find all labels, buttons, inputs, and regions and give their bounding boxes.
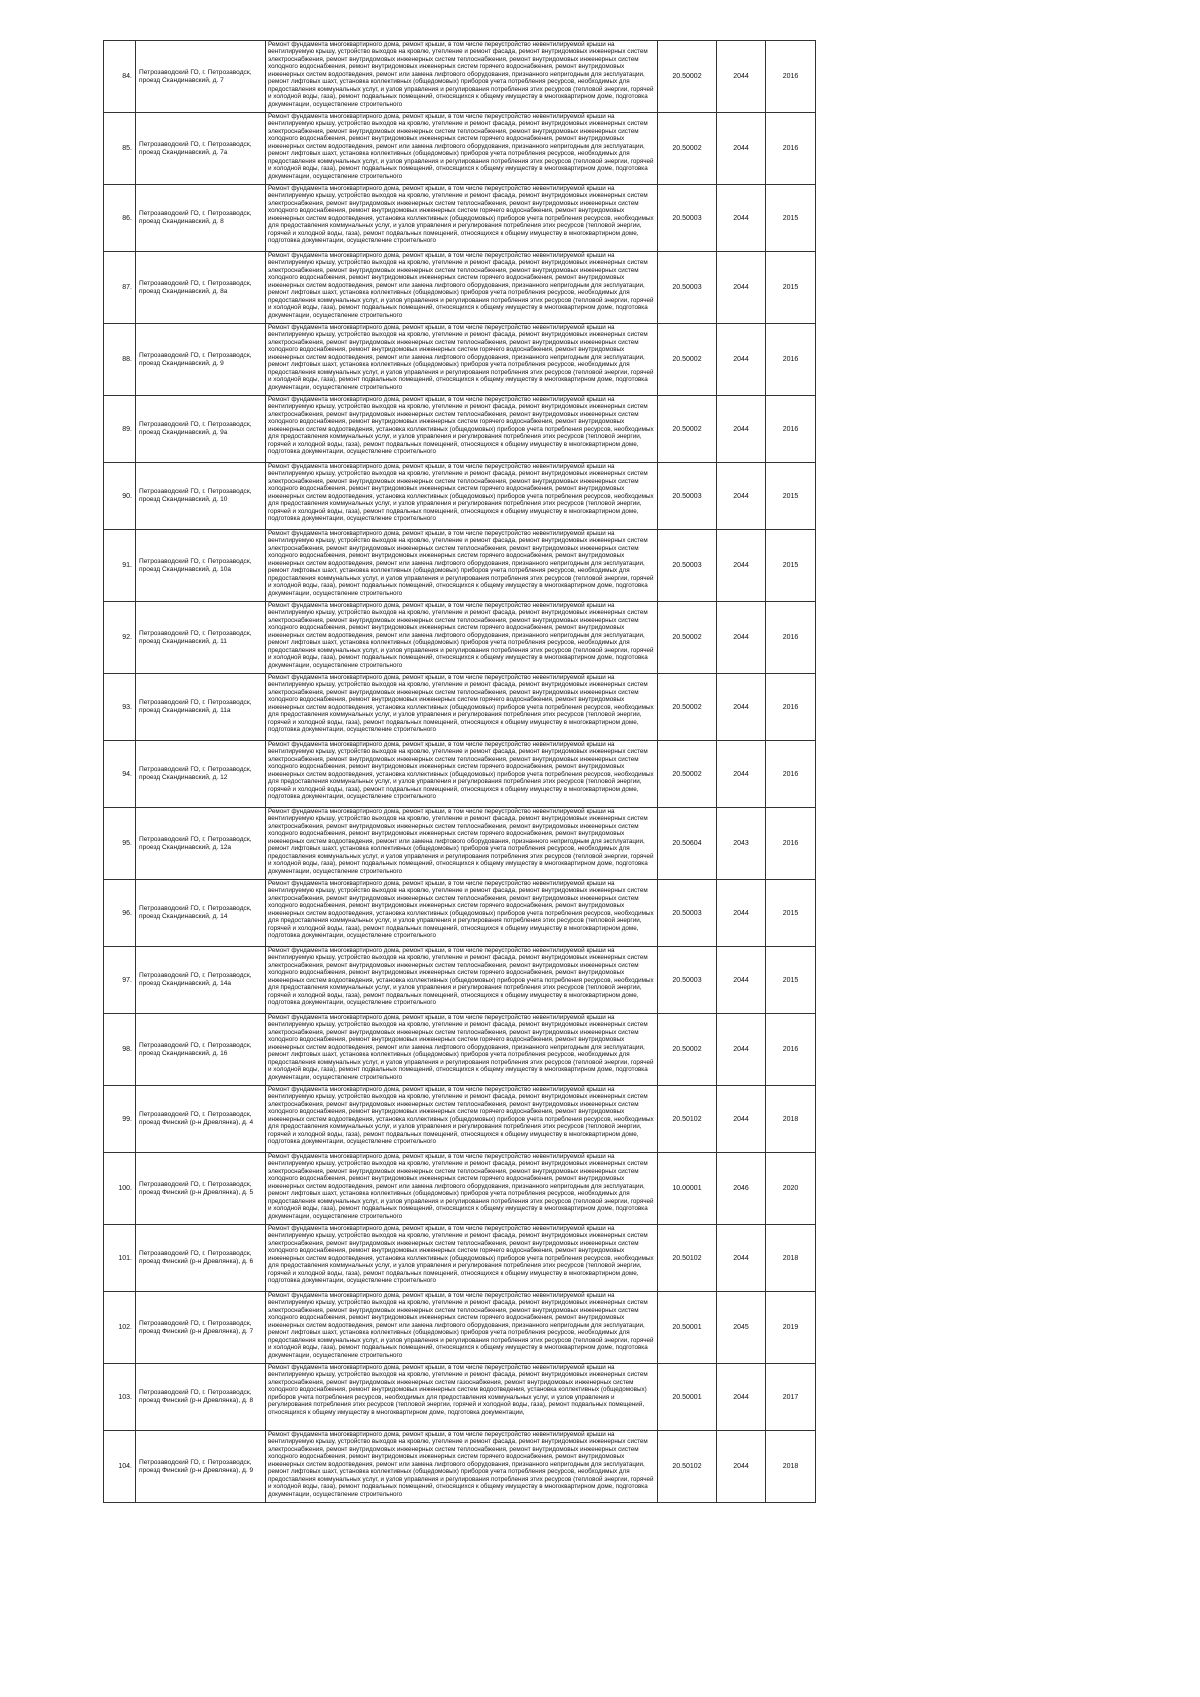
capital-repair-table (103, 40, 816, 1503)
year-start: 2017 (766, 1364, 816, 1431)
year-start: 2015 (766, 530, 816, 602)
house-address: Петрозаводский ГО, г. Петрозаводск, проезд Скандинавский, д. 7а (136, 113, 266, 185)
table-row (104, 463, 816, 530)
year-start: 2016 (766, 113, 816, 185)
house-address: Петрозаводский ГО, г. Петрозаводск, проезд Финский (р-н Древлянка), д. 7 (136, 1292, 266, 1364)
table-row (104, 396, 816, 463)
works-description (266, 1086, 658, 1153)
works-text: Ремонт фундамента многоквартирного дома, ремонт крыши, в том числе переустройство невентилируемой крыши на вентилируемую крышу, устройство выходов на кровлю, утепление и ремонт фасада, ремонт внутридомовых инженерных систем электроснабжения, ремонт внутридомовых инженерных систем теплоснабжения, ремонт внутридомовых инженерных систем холодного водоснабжения, ремонт внутридомовых инженерных систем горячего водоснабжения, ремонт внутридомовых инженерных систем водоотведения, ремонт или замена лифтового оборудования, признанного непригодным для эксплуатации, ремонт лифтовых шахт, установка коллективных (общедомовых) приборов учета потребления ресурсов, необходимых для предоставления коммунальных услуг, и узлов управления и регулирования потребления этих ресурсов (тепловой энергии, горячей и холодной воды, газа), ремонт подвальных помещений, относящихся к общему имуществу в многоквартирном доме, подготовка документации, осуществление строительного (268, 113, 654, 180)
table-row (104, 1014, 816, 1086)
house-code: 20.50001 (658, 1292, 717, 1364)
house-address: Петрозаводский ГО, г. Петрозаводск, проезд Скандинавский, д. 9а (136, 396, 266, 463)
table-row (104, 1153, 816, 1225)
table-row (104, 1086, 816, 1153)
works-description (266, 113, 658, 185)
works-description (266, 741, 658, 808)
works-description (266, 1364, 658, 1431)
year-start: 2016 (766, 808, 816, 880)
works-description (266, 1153, 658, 1225)
house-address: Петрозаводский ГО, г. Петрозаводск, проезд Скандинавский, д. 10 (136, 463, 266, 530)
house-code: 20.50003 (658, 252, 717, 324)
table-row (104, 602, 816, 674)
table-row (104, 252, 816, 324)
house-code: 20.50002 (658, 1014, 717, 1086)
table-row (104, 947, 816, 1014)
works-text: Ремонт фундамента многоквартирного дома, ремонт крыши, в том числе переустройство невентилируемой крыши на вентилируемую крышу, устройство выходов на кровлю, утепление и ремонт фасада, ремонт внутридомовых инженерных систем электроснабжения, ремонт внутридомовых инженерных систем теплоснабжения, ремонт внутридомовых инженерных систем холодного водоснабжения, ремонт внутридомовых инженерных систем горячего водоснабжения, ремонт внутридомовых инженерных систем водоотведения, установка коллективных (общедомовых) приборов учета потребления ресурсов, необходимых для предоставления коммунальных услуг, и узлов управления и регулирования потребления этих ресурсов (тепловой энергии, горячей и холодной воды, газа), ремонт подвальных помещений, относящихся к общему имуществу в многоквартирном доме, подготовка документации, осуществление строительного (268, 463, 654, 523)
year-end: 2044 (717, 252, 766, 324)
year-end: 2044 (717, 463, 766, 530)
year-start: 2018 (766, 1086, 816, 1153)
year-end: 2044 (717, 530, 766, 602)
row-number: 101. (104, 1225, 136, 1292)
year-start: 2016 (766, 674, 816, 741)
year-start: 2018 (766, 1431, 816, 1503)
works-text: Ремонт фундамента многоквартирного дома, ремонт крыши, в том числе переустройство невентилируемой крыши на вентилируемую крышу, устройство выходов на кровлю, утепление и ремонт фасада, ремонт внутридомовых инженерных систем электроснабжения, ремонт внутридомовых инженерных систем теплоснабжения, ремонт внутридомовых инженерных систем холодного водоснабжения, ремонт внутридомовых инженерных систем горячего водоснабжения, ремонт внутридомовых инженерных систем водоотведения, ремонт или замена лифтового оборудования, признанного непригодным для эксплуатации, ремонт лифтовых шахт, установка коллективных (общедомовых) приборов учета потребления ресурсов, необходимых для предоставления коммунальных услуг, и узлов управления и регулирования потребления этих ресурсов (тепловой энергии, горячей и холодной воды, газа), ремонт подвальных помещений, относящихся к общему имуществу в многоквартирном доме, подготовка документации, осуществление строительного (268, 1153, 654, 1220)
house-code: 20.50002 (658, 324, 717, 396)
year-start: 2016 (766, 1014, 816, 1086)
row-number: 85. (104, 113, 136, 185)
works-text: Ремонт фундамента многоквартирного дома, ремонт крыши, в том числе переустройство невентилируемой крыши на вентилируемую крышу, устройство выходов на кровлю, утепление и ремонт фасада, ремонт внутридомовых инженерных систем электроснабжения, ремонт внутридомовых инженерных систем теплоснабжения, ремонт внутридомовых инженерных систем холодного водоснабжения, ремонт внутридомовых инженерных систем горячего водоснабжения, ремонт внутридомовых инженерных систем водоотведения, ремонт или замена лифтового оборудования, признанного непригодным для эксплуатации, ремонт лифтовых шахт, установка коллективных (общедомовых) приборов учета потребления ресурсов, необходимых для предоставления коммунальных услуг, и узлов управления и регулирования потребления этих ресурсов (тепловой энергии, горячей и холодной воды, газа), ремонт подвальных помещений, относящихся к общему имуществу в многоквартирном доме, подготовка документации, осуществление строительного (268, 1431, 654, 1498)
works-description (266, 808, 658, 880)
house-code: 20.50102 (658, 1225, 717, 1292)
row-number: 97. (104, 947, 136, 1014)
year-end: 2044 (717, 1431, 766, 1503)
row-number: 90. (104, 463, 136, 530)
year-end: 2044 (717, 185, 766, 252)
row-number: 88. (104, 324, 136, 396)
table-row (104, 741, 816, 808)
year-end: 2044 (717, 41, 766, 113)
house-address: Петрозаводский ГО, г. Петрозаводск, проезд Скандинавский, д. 10а (136, 530, 266, 602)
house-code: 20.50102 (658, 1086, 717, 1153)
table-row (104, 674, 816, 741)
works-description (266, 1225, 658, 1292)
works-description (266, 1014, 658, 1086)
works-description (266, 880, 658, 947)
year-end: 2044 (717, 113, 766, 185)
table-row (104, 41, 816, 113)
year-start: 2020 (766, 1153, 816, 1225)
row-number: 104. (104, 1431, 136, 1503)
house-code: 20.50002 (658, 41, 717, 113)
works-text: Ремонт фундамента многоквартирного дома, ремонт крыши, в том числе переустройство невентилируемой крыши на вентилируемую крышу, устройство выходов на кровлю, утепление и ремонт фасада, ремонт внутридомовых инженерных систем электроснабжения, ремонт внутридомовых инженерных систем теплоснабжения, ремонт внутридомовых инженерных систем холодного водоснабжения, ремонт внутридомовых инженерных систем горячего водоснабжения, ремонт внутридомовых инженерных систем водоотведения, установка коллективных (общедомовых) приборов учета потребления ресурсов, необходимых для предоставления коммунальных услуг, и узлов управления и регулирования потребления этих ресурсов (тепловой энергии, горячей и холодной воды, газа), ремонт подвальных помещений, относящихся к общему имуществу в многоквартирном доме, подготовка документации, осуществление строительного (268, 185, 654, 245)
row-number: 89. (104, 396, 136, 463)
works-text: Ремонт фундамента многоквартирного дома, ремонт крыши, в том числе переустройство невентилируемой крыши на вентилируемую крышу, устройство выходов на кровлю, утепление и ремонт фасада, ремонт внутридомовых инженерных систем электроснабжения, ремонт внутридомовых инженерных систем теплоснабжения, ремонт внутридомовых инженерных систем холодного водоснабжения, ремонт внутридомовых инженерных систем горячего водоснабжения, ремонт внутридомовых инженерных систем водоотведения, ремонт или замена лифтового оборудования, признанного непригодным для эксплуатации, ремонт лифтовых шахт, установка коллективных (общедомовых) приборов учета потребления ресурсов, необходимых для предоставления коммунальных услуг, и узлов управления и регулирования потребления этих ресурсов (тепловой энергии, горячей и холодной воды, газа), ремонт подвальных помещений, относящихся к общему имуществу в многоквартирном доме, подготовка документации, осуществление строительного (268, 808, 654, 875)
works-text: Ремонт фундамента многоквартирного дома, ремонт крыши, в том числе переустройство невентилируемой крыши на вентилируемую крышу, устройство выходов на кровлю, утепление и ремонт фасада, ремонт внутридомовых инженерных систем электроснабжения, ремонт внутридомовых инженерных систем теплоснабжения, ремонт внутридомовых инженерных систем холодного водоснабжения, ремонт внутридомовых инженерных систем горячего водоснабжения, ремонт внутридомовых инженерных систем водоотведения, установка коллективных (общедомовых) приборов учета потребления ресурсов, необходимых для предоставления коммунальных услуг, и узлов управления и регулирования потребления этих ресурсов (тепловой энергии, горячей и холодной воды, газа), ремонт подвальных помещений, относящихся к общему имуществу в многоквартирном доме, подготовка документации, осуществление строительного (268, 674, 654, 734)
house-code: 20.50001 (658, 1364, 717, 1431)
table-row (104, 113, 816, 185)
table-row (104, 324, 816, 396)
works-text: Ремонт фундамента многоквартирного дома, ремонт крыши, в том числе переустройство невентилируемой крыши на вентилируемую крышу, устройство выходов на кровлю, утепление и ремонт фасада, ремонт внутридомовых инженерных систем электроснабжения, ремонт внутридомовых инженерных систем теплоснабжения, ремонт внутридомовых инженерных систем холодного водоснабжения, ремонт внутридомовых инженерных систем горячего водоснабжения, ремонт внутридомовых инженерных систем водоотведения, ремонт или замена лифтового оборудования, признанного непригодным для эксплуатации, ремонт лифтовых шахт, установка коллективных (общедомовых) приборов учета потребления ресурсов, необходимых для предоставления коммунальных услуг, и узлов управления и регулирования потребления этих ресурсов (тепловой энергии, горячей и холодной воды, газа), ремонт подвальных помещений, относящихся к общему имуществу в многоквартирном доме, подготовка документации, осуществление строительного (268, 41, 654, 108)
house-code: 20.50002 (658, 741, 717, 808)
works-text: Ремонт фундамента многоквартирного дома, ремонт крыши, в том числе переустройство невентилируемой крыши на вентилируемую крышу, устройство выходов на кровлю, утепление и ремонт фасада, ремонт внутридомовых инженерных систем электроснабжения, ремонт внутридомовых инженерных систем теплоснабжения, ремонт внутридомовых инженерных систем холодного водоснабжения, ремонт внутридомовых инженерных систем горячего водоснабжения, ремонт внутридомовых инженерных систем водоотведения, ремонт или замена лифтового оборудования, признанного непригодным для эксплуатации, ремонт лифтовых шахт, установка коллективных (общедомовых) приборов учета потребления ресурсов, необходимых для предоставления коммунальных услуг, и узлов управления и регулирования потребления этих ресурсов (тепловой энергии, горячей и холодной воды, газа), ремонт подвальных помещений, относящихся к общему имуществу в многоквартирном доме, подготовка документации, осуществление строительного (268, 602, 654, 669)
house-code: 20.50003 (658, 947, 717, 1014)
year-start: 2016 (766, 324, 816, 396)
year-end: 2043 (717, 808, 766, 880)
year-start: 2015 (766, 252, 816, 324)
house-code: 20.50002 (658, 674, 717, 741)
house-code: 20.50003 (658, 530, 717, 602)
row-number: 84. (104, 41, 136, 113)
row-number: 95. (104, 808, 136, 880)
year-end: 2044 (717, 396, 766, 463)
year-end: 2044 (717, 741, 766, 808)
house-address: Петрозаводский ГО, г. Петрозаводск, проезд Скандинавский, д. 14 (136, 880, 266, 947)
works-description (266, 324, 658, 396)
works-description (266, 41, 658, 113)
year-end: 2044 (717, 1225, 766, 1292)
table-row (104, 1431, 816, 1503)
house-address: Петрозаводский ГО, г. Петрозаводск, проезд Скандинавский, д. 16 (136, 1014, 266, 1086)
row-number: 99. (104, 1086, 136, 1153)
house-address: Петрозаводский ГО, г. Петрозаводск, проезд Скандинавский, д. 9 (136, 324, 266, 396)
year-end: 2044 (717, 674, 766, 741)
table-row (104, 808, 816, 880)
house-code: 20.50102 (658, 1431, 717, 1503)
house-address: Петрозаводский ГО, г. Петрозаводск, проезд Финский (р-н Древлянка), д. 9 (136, 1431, 266, 1503)
year-start: 2016 (766, 41, 816, 113)
year-start: 2019 (766, 1292, 816, 1364)
row-number: 96. (104, 880, 136, 947)
works-text: Ремонт фундамента многоквартирного дома, ремонт крыши, в том числе переустройство невентилируемой крыши на вентилируемую крышу, устройство выходов на кровлю, утепление и ремонт фасада, ремонт внутридомовых инженерных систем электроснабжения, ремонт внутридомовых инженерных систем газоснабжения, ремонт внутридомовых инженерных систем холодного водоснабжения, ремонт внутридомовых инженерных систем водоотведения, установка коллективных (общедомовых) приборов учета потребления ресурсов, необходимых для предоставления коммунальных услуг, и узлов управления и регулирования потребления этих ресурсов (тепловой энергии, горячей и холодной воды, газа), ремонт подвальных помещений, относящихся к общему имуществу в многоквартирном доме, подготовка документации, (268, 1364, 648, 1416)
table-row (104, 185, 816, 252)
table-row (104, 1225, 816, 1292)
works-text: Ремонт фундамента многоквартирного дома, ремонт крыши, в том числе переустройство невентилируемой крыши на вентилируемую крышу, устройство выходов на кровлю, утепление и ремонт фасада, ремонт внутридомовых инженерных систем электроснабжения, ремонт внутридомовых инженерных систем теплоснабжения, ремонт внутридомовых инженерных систем холодного водоснабжения, ремонт внутридомовых инженерных систем горячего водоснабжения, ремонт внутридомовых инженерных систем водоотведения, установка коллективных (общедомовых) приборов учета потребления ресурсов, необходимых для предоставления коммунальных услуг, и узлов управления и регулирования потребления этих ресурсов (тепловой энергии, горячей и холодной воды, газа), ремонт подвальных помещений, относящихся к общему имуществу в многоквартирном доме, подготовка документации, осуществление строительного (268, 1086, 654, 1146)
house-address: Петрозаводский ГО, г. Петрозаводск, проезд Скандинавский, д. 14а (136, 947, 266, 1014)
year-start: 2018 (766, 1225, 816, 1292)
house-code: 20.50003 (658, 880, 717, 947)
house-code: 20.50003 (658, 185, 717, 252)
works-text: Ремонт фундамента многоквартирного дома, ремонт крыши, в том числе переустройство невентилируемой крыши на вентилируемую крышу, устройство выходов на кровлю, утепление и ремонт фасада, ремонт внутридомовых инженерных систем электроснабжения, ремонт внутридомовых инженерных систем теплоснабжения, ремонт внутридомовых инженерных систем холодного водоснабжения, ремонт внутридомовых инженерных систем горячего водоснабжения, ремонт внутридомовых инженерных систем водоотведения, ремонт или замена лифтового оборудования, признанного непригодным для эксплуатации, ремонт лифтовых шахт, установка коллективных (общедомовых) приборов учета потребления ресурсов, необходимых для предоставления коммунальных услуг, и узлов управления и регулирования потребления этих ресурсов (тепловой энергии, горячей и холодной воды, газа), ремонт подвальных помещений, относящихся к общему имуществу в многоквартирном доме, подготовка документации, осуществление строительного (268, 1014, 654, 1081)
house-address: Петрозаводский ГО, г. Петрозаводск, проезд Финский (р-н Древлянка), д. 8 (136, 1364, 266, 1431)
house-code: 20.50003 (658, 463, 717, 530)
house-address: Петрозаводский ГО, г. Петрозаводск, проезд Скандинавский, д. 12а (136, 808, 266, 880)
year-start: 2015 (766, 185, 816, 252)
house-code: 20.50002 (658, 113, 717, 185)
house-address: Петрозаводский ГО, г. Петрозаводск, проезд Скандинавский, д. 8 (136, 185, 266, 252)
table-row (104, 1292, 816, 1364)
row-number: 92. (104, 602, 136, 674)
works-text: Ремонт фундамента многоквартирного дома, ремонт крыши, в том числе переустройство невентилируемой крыши на вентилируемую крышу, устройство выходов на кровлю, утепление и ремонт фасада, ремонт внутридомовых инженерных систем электроснабжения, ремонт внутридомовых инженерных систем теплоснабжения, ремонт внутридомовых инженерных систем холодного водоснабжения, ремонт внутридомовых инженерных систем горячего водоснабжения, ремонт внутридомовых инженерных систем водоотведения, установка коллективных (общедомовых) приборов учета потребления ресурсов, необходимых для предоставления коммунальных услуг, и узлов управления и регулирования потребления этих ресурсов (тепловой энергии, горячей и холодной воды, газа), ремонт подвальных помещений, относящихся к общему имуществу в многоквартирном доме, подготовка документации, осуществление строительного (268, 1225, 654, 1285)
works-text: Ремонт фундамента многоквартирного дома, ремонт крыши, в том числе переустройство невентилируемой крыши на вентилируемую крышу, устройство выходов на кровлю, утепление и ремонт фасада, ремонт внутридомовых инженерных систем электроснабжения, ремонт внутридомовых инженерных систем теплоснабжения, ремонт внутридомовых инженерных систем холодного водоснабжения, ремонт внутридомовых инженерных систем горячего водоснабжения, ремонт внутридомовых инженерных систем водоотведения, ремонт или замена лифтового оборудования, признанного непригодным для эксплуатации, ремонт лифтовых шахт, установка коллективных (общедомовых) приборов учета потребления ресурсов, необходимых для предоставления коммунальных услуг, и узлов управления и регулирования потребления этих ресурсов (тепловой энергии, горячей и холодной воды, газа), ремонт подвальных помещений, относящихся к общему имуществу в многоквартирном доме, подготовка документации, осуществление строительного (268, 252, 654, 319)
row-number: 91. (104, 530, 136, 602)
row-number: 86. (104, 185, 136, 252)
row-number: 100. (104, 1153, 136, 1225)
house-address: Петрозаводский ГО, г. Петрозаводск, проезд Скандинавский, д. 8а (136, 252, 266, 324)
house-code: 20.50002 (658, 396, 717, 463)
house-address: Петрозаводский ГО, г. Петрозаводск, проезд Скандинавский, д. 12 (136, 741, 266, 808)
table-row (104, 530, 816, 602)
year-end: 2044 (717, 1086, 766, 1153)
works-text: Ремонт фундамента многоквартирного дома, ремонт крыши, в том числе переустройство невентилируемой крыши на вентилируемую крышу, устройство выходов на кровлю, утепление и ремонт фасада, ремонт внутридомовых инженерных систем электроснабжения, ремонт внутридомовых инженерных систем теплоснабжения, ремонт внутридомовых инженерных систем холодного водоснабжения, ремонт внутридомовых инженерных систем горячего водоснабжения, ремонт внутридомовых инженерных систем водоотведения, установка коллективных (общедомовых) приборов учета потребления ресурсов, необходимых для предоставления коммунальных услуг, и узлов управления и регулирования потребления этих ресурсов (тепловой энергии, горячей и холодной воды, газа), ремонт подвальных помещений, относящихся к общему имуществу в многоквартирном доме, подготовка документации, осуществление строительного (268, 947, 654, 1007)
works-text: Ремонт фундамента многоквартирного дома, ремонт крыши, в том числе переустройство невентилируемой крыши на вентилируемую крышу, устройство выходов на кровлю, утепление и ремонт фасада, ремонт внутридомовых инженерных систем электроснабжения, ремонт внутридомовых инженерных систем теплоснабжения, ремонт внутридомовых инженерных систем холодного водоснабжения, ремонт внутридомовых инженерных систем горячего водоснабжения, ремонт внутридомовых инженерных систем водоотведения, установка коллективных (общедомовых) приборов учета потребления ресурсов, необходимых для предоставления коммунальных услуг, и узлов управления и регулирования потребления этих ресурсов (тепловой энергии, горячей и холодной воды, газа), ремонт подвальных помещений, относящихся к общему имуществу в многоквартирном доме, подготовка документации, осуществление строительного (268, 396, 654, 456)
year-start: 2015 (766, 947, 816, 1014)
works-description (266, 1431, 658, 1503)
works-description (266, 530, 658, 602)
works-description (266, 602, 658, 674)
year-end: 2044 (717, 324, 766, 396)
row-number: 94. (104, 741, 136, 808)
year-start: 2015 (766, 463, 816, 530)
house-code: 10.00001 (658, 1153, 717, 1225)
house-code: 20.50604 (658, 808, 717, 880)
row-number: 98. (104, 1014, 136, 1086)
year-end: 2046 (717, 1153, 766, 1225)
house-address: Петрозаводский ГО, г. Петрозаводск, проезд Финский (р-н Древлянка), д. 4 (136, 1086, 266, 1153)
works-description (266, 947, 658, 1014)
year-end: 2045 (717, 1292, 766, 1364)
works-text: Ремонт фундамента многоквартирного дома, ремонт крыши, в том числе переустройство невентилируемой крыши на вентилируемую крышу, устройство выходов на кровлю, утепление и ремонт фасада, ремонт внутридомовых инженерных систем электроснабжения, ремонт внутридомовых инженерных систем теплоснабжения, ремонт внутридомовых инженерных систем холодного водоснабжения, ремонт внутридомовых инженерных систем горячего водоснабжения, ремонт внутридомовых инженерных систем водоотведения, ремонт или замена лифтового оборудования, признанного непригодным для эксплуатации, ремонт лифтовых шахт, установка коллективных (общедомовых) приборов учета потребления ресурсов, необходимых для предоставления коммунальных услуг, и узлов управления и регулирования потребления этих ресурсов (тепловой энергии, горячей и холодной воды, газа), ремонт подвальных помещений, относящихся к общему имуществу в многоквартирном доме, подготовка документации, осуществление строительного (268, 530, 654, 597)
works-description (266, 463, 658, 530)
house-address: Петрозаводский ГО, г. Петрозаводск, проезд Скандинавский, д. 7 (136, 41, 266, 113)
year-end: 2044 (717, 880, 766, 947)
year-end: 2044 (717, 1014, 766, 1086)
house-address: Петрозаводский ГО, г. Петрозаводск, проезд Финский (р-н Древлянка), д. 6 (136, 1225, 266, 1292)
works-text: Ремонт фундамента многоквартирного дома, ремонт крыши, в том числе переустройство невентилируемой крыши на вентилируемую крышу, устройство выходов на кровлю, утепление и ремонт фасада, ремонт внутридомовых инженерных систем электроснабжения, ремонт внутридомовых инженерных систем теплоснабжения, ремонт внутридомовых инженерных систем холодного водоснабжения, ремонт внутридомовых инженерных систем горячего водоснабжения, ремонт внутридомовых инженерных систем водоотведения, ремонт или замена лифтового оборудования, признанного непригодным для эксплуатации, ремонт лифтовых шахт, установка коллективных (общедомовых) приборов учета потребления ресурсов, необходимых для предоставления коммунальных услуг, и узлов управления и регулирования потребления этих ресурсов (тепловой энергии, горячей и холодной воды, газа), ремонт подвальных помещений, относящихся к общему имуществу в многоквартирном доме, подготовка документации, осуществление строительного (268, 1292, 654, 1359)
works-description (266, 252, 658, 324)
works-description (266, 1292, 658, 1364)
house-address: Петрозаводский ГО, г. Петрозаводск, проезд Скандинавский, д. 11 (136, 602, 266, 674)
house-address: Петрозаводский ГО, г. Петрозаводск, проезд Скандинавский, д. 11а (136, 674, 266, 741)
year-start: 2016 (766, 602, 816, 674)
works-description (266, 396, 658, 463)
row-number: 102. (104, 1292, 136, 1364)
table-body (104, 41, 816, 1503)
works-text: Ремонт фундамента многоквартирного дома, ремонт крыши, в том числе переустройство невентилируемой крыши на вентилируемую крышу, устройство выходов на кровлю, утепление и ремонт фасада, ремонт внутридомовых инженерных систем электроснабжения, ремонт внутридомовых инженерных систем теплоснабжения, ремонт внутридомовых инженерных систем холодного водоснабжения, ремонт внутридомовых инженерных систем горячего водоснабжения, ремонт внутридомовых инженерных систем водоотведения, установка коллективных (общедомовых) приборов учета потребления ресурсов, необходимых для предоставления коммунальных услуг, и узлов управления и регулирования потребления этих ресурсов (тепловой энергии, горячей и холодной воды, газа), ремонт подвальных помещений, относящихся к общему имуществу в многоквартирном доме, подготовка документации, осуществление строительного (268, 880, 654, 940)
year-end: 2044 (717, 947, 766, 1014)
works-text: Ремонт фундамента многоквартирного дома, ремонт крыши, в том числе переустройство невентилируемой крыши на вентилируемую крышу, устройство выходов на кровлю, утепление и ремонт фасада, ремонт внутридомовых инженерных систем электроснабжения, ремонт внутридомовых инженерных систем теплоснабжения, ремонт внутридомовых инженерных систем холодного водоснабжения, ремонт внутридомовых инженерных систем горячего водоснабжения, ремонт внутридомовых инженерных систем водоотведения, установка коллективных (общедомовых) приборов учета потребления ресурсов, необходимых для предоставления коммунальных услуг, и узлов управления и регулирования потребления этих ресурсов (тепловой энергии, горячей и холодной воды, газа), ремонт подвальных помещений, относящихся к общему имуществу в многоквартирном доме, подготовка документации, осуществление строительного (268, 741, 654, 801)
works-text: Ремонт фундамента многоквартирного дома, ремонт крыши, в том числе переустройство невентилируемой крыши на вентилируемую крышу, устройство выходов на кровлю, утепление и ремонт фасада, ремонт внутридомовых инженерных систем электроснабжения, ремонт внутридомовых инженерных систем теплоснабжения, ремонт внутридомовых инженерных систем холодного водоснабжения, ремонт внутридомовых инженерных систем горячего водоснабжения, ремонт внутридомовых инженерных систем водоотведения, ремонт или замена лифтового оборудования, признанного непригодным для эксплуатации, ремонт лифтовых шахт, установка коллективных (общедомовых) приборов учета потребления ресурсов, необходимых для предоставления коммунальных услуг, и узлов управления и регулирования потребления этих ресурсов (тепловой энергии, горячей и холодной воды, газа), ремонт подвальных помещений, относящихся к общему имуществу в многоквартирном доме, подготовка документации, осуществление строительного (268, 324, 654, 391)
table-row (104, 880, 816, 947)
year-start: 2016 (766, 396, 816, 463)
year-start: 2016 (766, 741, 816, 808)
house-code: 20.50002 (658, 602, 717, 674)
year-start: 2015 (766, 880, 816, 947)
year-end: 2044 (717, 1364, 766, 1431)
works-description (266, 185, 658, 252)
row-number: 93. (104, 674, 136, 741)
year-end: 2044 (717, 602, 766, 674)
table-row (104, 1364, 816, 1431)
works-description (266, 674, 658, 741)
row-number: 103. (104, 1364, 136, 1431)
row-number: 87. (104, 252, 136, 324)
house-address: Петрозаводский ГО, г. Петрозаводск, проезд Финский (р-н Древлянка), д. 5 (136, 1153, 266, 1225)
